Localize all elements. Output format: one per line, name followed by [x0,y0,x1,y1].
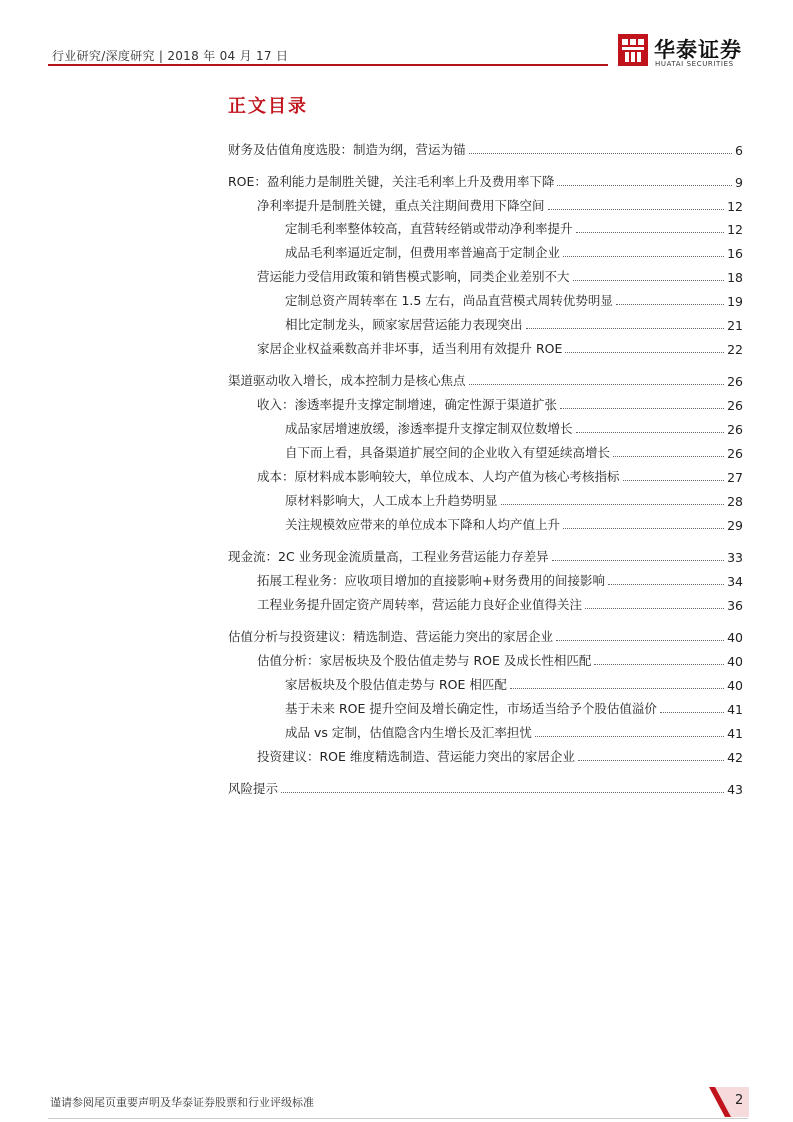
toc-dot-leader [552,560,724,561]
toc-entry[interactable] [285,723,743,741]
toc-entry-text: 基于未来 ROE 提升空间及增长确定性，市场适当给予个股估值溢价 [285,701,657,716]
toc-dot-leader [565,352,724,353]
toc-dot-leader [526,328,725,329]
toc-dot-leader [660,712,724,713]
toc-entry[interactable] [285,675,743,693]
toc-entry-text: 自下而上看，具备渠道扩展空间的企业收入有望延续高增长 [285,445,611,460]
toc-dot-leader [556,640,724,641]
toc-dot-leader [578,760,724,761]
toc-dot-leader [576,232,725,233]
toc-dot-leader [469,153,733,154]
toc-entry-page: 9 [735,175,743,190]
toc-entry-page: 41 [727,702,743,717]
toc-entry-page: 21 [727,318,743,333]
toc-entry-text: 风险提示 [228,781,279,796]
toc-entry-page: 12 [727,222,743,237]
toc-entry[interactable] [285,243,743,261]
logo-chinese-name: 华泰证券 [654,38,742,62]
toc-entry-text: 定制总资产周转率在 1.5 左右，尚品直营模式周转优势明显 [285,293,613,308]
toc-entry-text: 拓展工程业务：应收项目增加的直接影响+财务费用的间接影响 [257,573,605,588]
toc-entry-page: 27 [727,470,743,485]
toc-entry[interactable] [285,315,743,333]
toc-entry-text: ROE：盈利能力是制胜关键，关注毛利率上升及费用率下降 [228,174,555,189]
toc-entry-page: 43 [727,782,743,797]
toc-entry-text: 营运能力受信用政策和销售模式影响，同类企业差别不大 [257,269,570,284]
toc-entry-page: 40 [727,678,743,693]
footer-rule [48,1118,748,1119]
toc-entry[interactable] [228,172,743,190]
toc-entry-text: 渠道驱动收入增长，成本控制力是核心焦点 [228,373,466,388]
toc-entry-page: 36 [727,598,743,613]
toc-title: 正文目录 [228,96,308,117]
toc-entry[interactable] [285,219,743,237]
toc-entry-text: 估值分析：家居板块及个股估值走势与 ROE 及成长性相匹配 [257,653,592,668]
toc-entry-text: 投资建议：ROE 维度精选制造、营运能力突出的家居企业 [257,749,575,764]
toc-entry[interactable] [228,547,743,565]
toc-dot-leader [613,456,724,457]
toc-entry-page: 33 [727,550,743,565]
toc-entry-page: 12 [727,199,743,214]
toc-dot-leader [469,384,725,385]
toc-entry-text: 现金流：2C 业务现金流质量高，工程业务营运能力存差异 [228,549,549,564]
toc-dot-leader [548,209,725,210]
toc-entry[interactable] [228,140,743,158]
toc-entry-page: 22 [727,342,743,357]
toc-entry[interactable] [257,395,743,413]
toc-entry-text: 估值分析与投资建议：精选制造、营运能力突出的家居企业 [228,629,554,644]
toc-entry-text: 工程业务提升固定资产周转率，营运能力良好企业值得关注 [257,597,583,612]
toc-entry-page: 26 [727,422,743,437]
toc-entry-page: 18 [727,270,743,285]
toc-entry[interactable] [257,747,743,765]
huatai-logo-icon [618,34,648,66]
toc-entry-page: 34 [727,574,743,589]
page-number: 2 [735,1093,744,1108]
toc-entry[interactable] [285,491,743,509]
header-rule [48,64,608,66]
toc-entry-text: 家居板块及个股估值走势与 ROE 相匹配 [285,677,507,692]
toc-dot-leader [535,736,724,737]
toc-dot-leader [557,185,732,186]
toc-dot-leader [563,256,724,257]
toc-entry-page: 26 [727,374,743,389]
toc-entry[interactable] [257,467,743,485]
toc-dot-leader [501,504,725,505]
toc-entry-page: 26 [727,398,743,413]
toc-entry-text: 关注规模效应带来的单位成本下降和人均产值上升 [285,517,561,532]
toc-dot-leader [510,688,724,689]
header-text: 行业研究/深度研究 | 2018 年 04 月 17 日 [52,49,289,63]
toc-dot-leader [585,608,724,609]
toc-entry-text: 财务及估值角度选股：制造为纲，营运为锚 [228,142,466,157]
toc-entry-text: 原材料影响大，人工成本上升趋势明显 [285,493,498,508]
toc-entry-text: 收入：渗透率提升支撑定制增速，确定性源于渠道扩张 [257,397,558,412]
toc-entry-page: 28 [727,494,743,509]
toc-entry[interactable] [257,339,743,357]
toc-entry[interactable] [228,371,743,389]
toc-entry[interactable] [285,699,743,717]
toc-entry-page: 42 [727,750,743,765]
toc-dot-leader [623,480,725,481]
toc-entry[interactable] [285,443,743,461]
toc-entry-page: 41 [727,726,743,741]
toc-entry[interactable] [257,267,743,285]
toc-dot-leader [281,792,724,793]
toc-entry-text: 成品 vs 定制，估值隐含内生增长及汇率担忧 [285,725,532,740]
toc-entry-text: 净利率提升是制胜关键，重点关注期间费用下降空间 [257,198,545,213]
toc-entry[interactable] [257,595,743,613]
toc-entry-text: 成品家居增速放缓，渗透率提升支撑定制双位数增长 [285,421,573,436]
toc-entry-page: 40 [727,630,743,645]
toc-dot-leader [608,584,724,585]
toc-dot-leader [560,408,724,409]
toc-entry[interactable] [257,651,743,669]
toc-entry[interactable] [257,196,743,214]
toc-dot-leader [616,304,724,305]
toc-dot-leader [563,528,724,529]
toc-entry-page: 19 [727,294,743,309]
toc-entry-text: 相比定制龙头，顾家家居营运能力表现突出 [285,317,523,332]
toc-dot-leader [573,280,725,281]
toc-entry-text: 成本：原材料成本影响较大，单位成本、人均产值为核心考核指标 [257,469,620,484]
toc-entry-page: 26 [727,446,743,461]
toc-entry-page: 6 [735,143,743,158]
toc-entry-text: 定制毛利率整体较高，直营转经销或带动净利率提升 [285,221,573,236]
huatai-logo [618,34,748,70]
toc-dot-leader [576,432,725,433]
toc-entry[interactable] [285,515,743,533]
toc-entry-page: 29 [727,518,743,533]
toc-entry-page: 40 [727,654,743,669]
toc-entry[interactable] [257,571,743,589]
toc-entry[interactable] [285,419,743,437]
toc-dot-leader [594,664,724,665]
toc-entry[interactable] [228,779,743,797]
toc-entry-page: 16 [727,246,743,261]
toc-entry[interactable] [285,291,743,309]
toc-entry-text: 家居企业权益乘数高并非坏事，适当利用有效提升 ROE [257,341,563,356]
toc-entry[interactable] [228,627,743,645]
logo-english-name: HUATAI SECURITIES [655,60,734,68]
toc-entry-text: 成品毛利率逼近定制，但费用率普遍高于定制企业 [285,245,561,260]
footer-disclaimer[interactable]: 谨请参阅尾页重要声明及华泰证券股票和行业评级标准 [50,1096,314,1109]
